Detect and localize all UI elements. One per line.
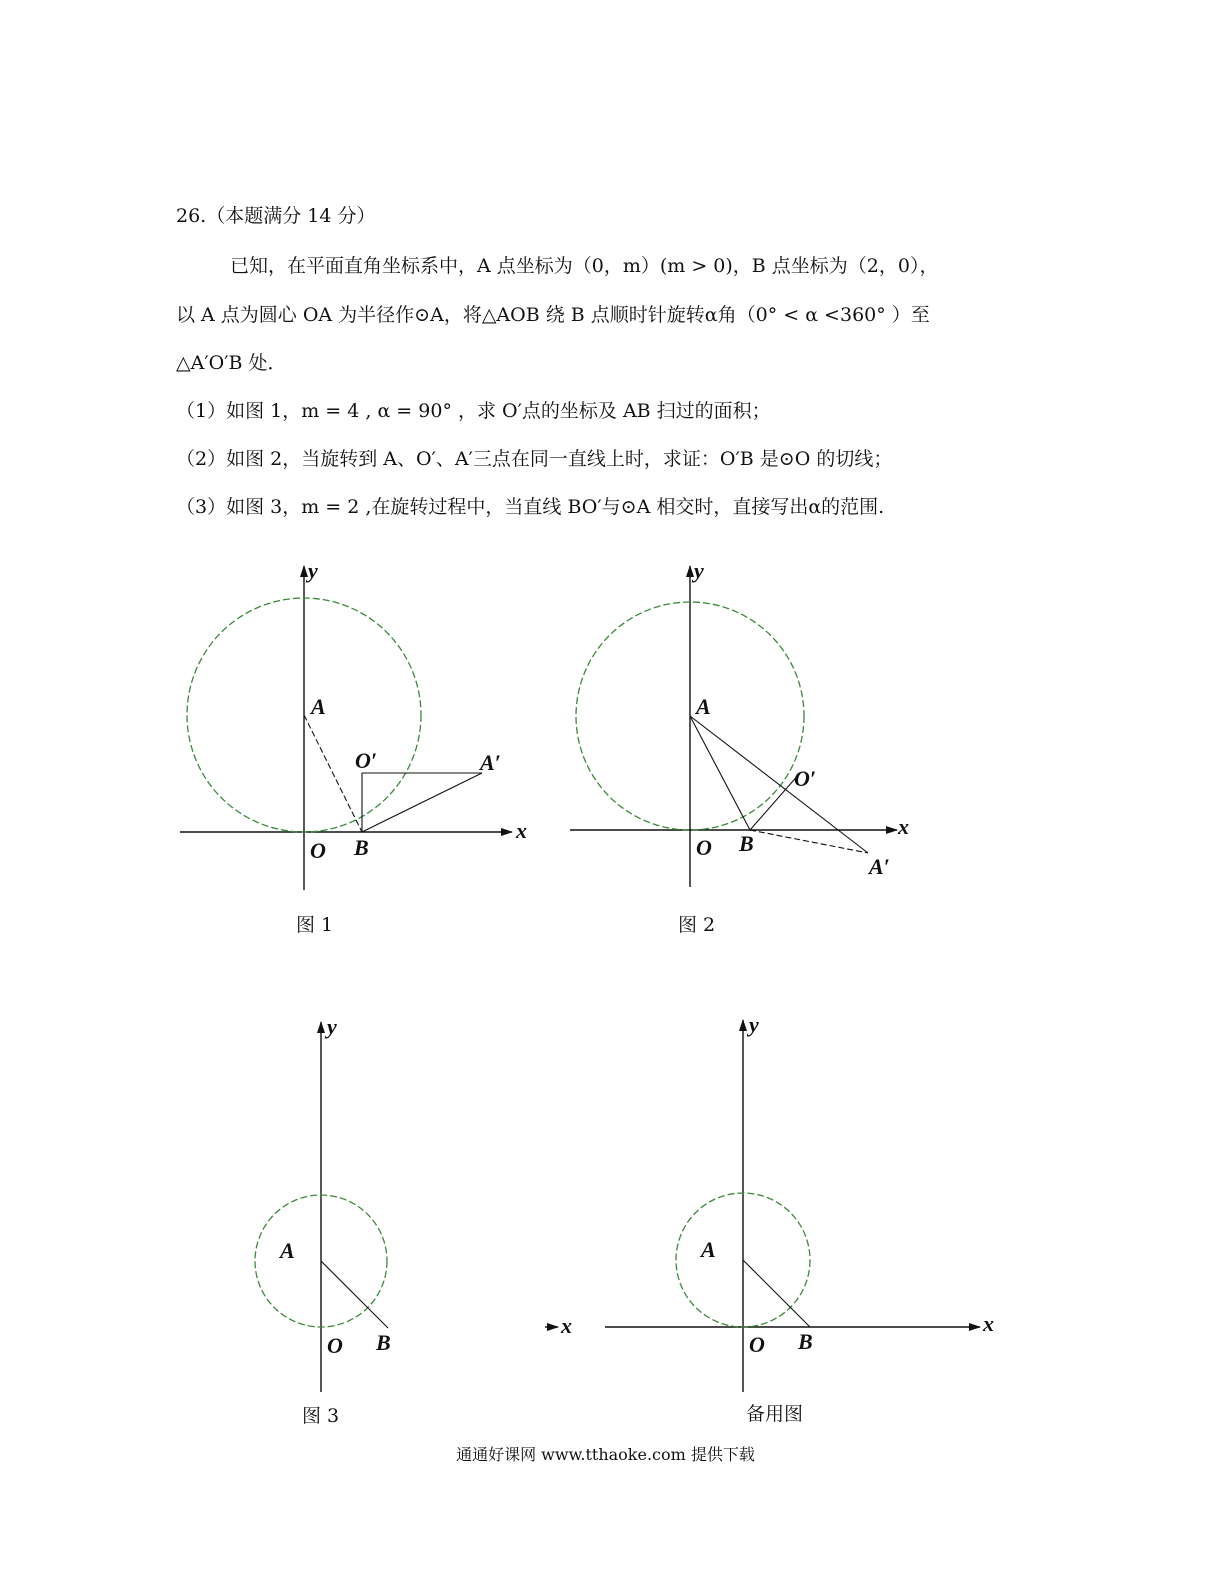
fig1-label-x: x — [516, 818, 527, 843]
fig4-label-B: B — [798, 1329, 813, 1354]
fig2-label-B: B — [739, 831, 754, 856]
fig2-label-y: y — [694, 558, 704, 583]
fig1-label-O: O — [310, 838, 326, 863]
fig2-segment-BA' — [750, 830, 868, 853]
footer-credit: 通通好课网 www.tthaoke.com 提供下载 — [456, 1445, 755, 1464]
fig2-label-x: x — [898, 814, 909, 839]
figure-1 — [180, 558, 527, 936]
question-3: （3）如图 3，m = 2 ,在旋转过程中，当直线 BO′与⊙A 相交时，直接写出α的范围. — [176, 496, 885, 518]
fig2-segment-AB — [690, 716, 750, 830]
fig1-label-A: A — [311, 694, 326, 719]
fig2-label-O-prime: O′ — [794, 766, 817, 791]
figure-3 — [255, 1014, 391, 1427]
problem-text-line-1: 已知，在平面直角坐标系中，A 点坐标为（0，m）(m > 0)，B 点坐标为（2，0）， — [230, 255, 939, 277]
fig1-label-O-prime: O′ — [355, 748, 378, 773]
fig1-segment-AB — [304, 715, 362, 832]
figure-backup — [545, 1012, 994, 1425]
fig4-label-A: A — [701, 1237, 716, 1262]
fig3-label-y: y — [327, 1014, 337, 1039]
fig4-caption: 备用图 — [746, 1403, 804, 1425]
problem-heading: 26.（本题满分 14 分） — [176, 205, 376, 227]
fig2-segment-AA' — [690, 716, 868, 853]
fig4-segment-AB — [743, 1260, 810, 1327]
fig1-caption: 图 1 — [296, 914, 334, 936]
question-1: （1）如图 1，m = 4 , α = 90° ，求 O′点的坐标及 AB 扫过的面积； — [176, 400, 771, 422]
fig1-label-B: B — [354, 835, 369, 860]
fig4-label-O: O — [749, 1332, 765, 1357]
fig1-label-y: y — [308, 558, 318, 583]
fig2-caption: 图 2 — [678, 914, 716, 936]
fig2-label-A-prime: A′ — [869, 854, 890, 879]
fig2-label-A: A — [696, 694, 711, 719]
fig4-label-y: y — [749, 1012, 759, 1037]
fig2-label-O: O — [696, 835, 712, 860]
fig3-label-B: B — [376, 1330, 391, 1355]
fig1-segment-A'B — [362, 773, 482, 832]
figure-2 — [570, 558, 909, 936]
problem-text-line-3: △A′O′B 处． — [176, 352, 287, 374]
question-2: （2）如图 2，当旋转到 A、O′、A′三点在同一直线上时，求证：O′B 是⊙O 的切线； — [176, 448, 893, 470]
fig3-label-A: A — [280, 1238, 295, 1263]
fig4-label-x: x — [983, 1311, 994, 1336]
fig3-label-O: O — [327, 1333, 343, 1358]
fig3-caption: 图 3 — [302, 1405, 340, 1427]
fig1-label-A-prime: A′ — [480, 750, 501, 775]
fig4-label-x-left: x — [561, 1313, 572, 1338]
problem-text-line-2: 以 A 点为圆心 OA 为半径作⊙A，将△AOB 绕 B 点顺时针旋转α角（0° < α <360° ）至 — [176, 304, 930, 326]
